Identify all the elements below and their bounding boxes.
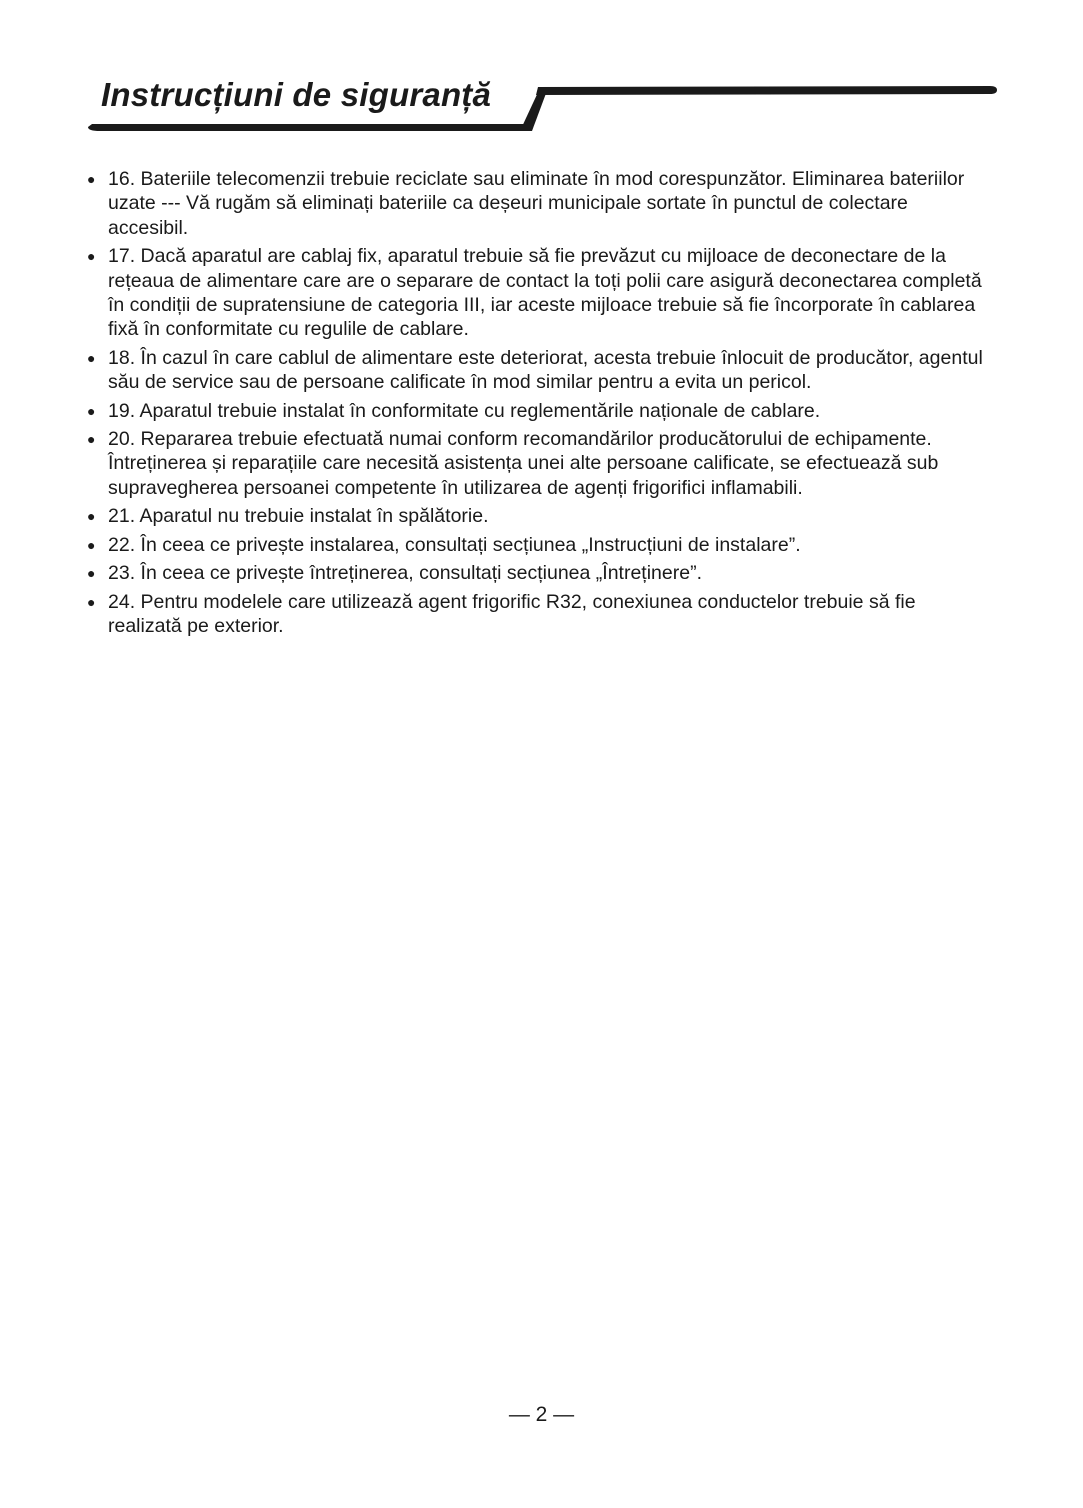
list-item-text: 21. Aparatul nu trebuie instalat în spălătorie. bbox=[108, 505, 489, 528]
list-item-text: 24. Pentru modelele care utilizează agent frigorific R32, conexiunea conductelor trebuie să fie realizată pe exterior. bbox=[108, 590, 916, 637]
bullet-icon: ● bbox=[87, 349, 96, 366]
safety-instructions-list bbox=[86, 167, 986, 642]
list-item-text: 19. Aparatul trebuie instalat în conformitate cu reglementările naționale de cablare. bbox=[108, 399, 821, 422]
list-item-text: 20. Repararea trebuie efectuată numai conform recomandărilor producătorului de echipamente. Întreținerea și reparațiile care necesită asistența unei alte persoane calificate, se efectuează sub supravegherea persoanei competente în utilizarea de agenți frigorifici inflamabili. bbox=[108, 428, 939, 499]
bullet-icon: ● bbox=[87, 248, 96, 265]
list-item bbox=[86, 561, 986, 585]
list-item bbox=[86, 346, 986, 395]
bullet-icon: ● bbox=[87, 402, 96, 419]
list-item-text: 22. În ceea ce privește instalarea, consultați secțiunea „Instrucțiuni de instalare”. bbox=[108, 533, 801, 556]
list-item-text: 16. Bateriile telecomenzii trebuie reciclate sau eliminate în mod corespunzător. Eliminarea bateriilor uzate --- Vă rugăm să eliminați bateriile ca deșeuri municipale sortate în punctul de colectare accesibil. bbox=[108, 168, 965, 239]
list-item bbox=[86, 167, 986, 240]
list-item bbox=[86, 533, 986, 557]
list-item bbox=[86, 399, 986, 423]
page-number: — 2 — bbox=[508, 1403, 575, 1426]
list-item-text: 18. În cazul în care cablul de alimentare este deteriorat, acesta trebuie înlocuit de producător, agentul său de service sau de persoane calificate în mod similar pentru a evita un pericol. bbox=[108, 346, 983, 394]
list-item bbox=[86, 427, 986, 500]
list-item bbox=[86, 590, 986, 639]
bullet-icon: ● bbox=[87, 171, 96, 187]
list-item-text: 17. Dacă aparatul are cablaj fix, aparatul trebuie să fie prevăzut cu mijloace de deconectare de la rețeaua de alimentare care are o separare de contact la toți polii care asigură deconectarea completă în condiții de supratensiune de categoria III, iar aceste mijloace trebuie să fie încorporate în cablarea fixă în conformitate cu regulile de cablare. bbox=[108, 245, 982, 341]
bullet-icon: ● bbox=[87, 565, 96, 582]
bullet-icon: ● bbox=[87, 508, 96, 525]
list-item bbox=[86, 504, 986, 528]
page-title: Instrucțiuni de siguranță bbox=[101, 76, 492, 113]
section-header bbox=[0, 0, 1083, 140]
bullet-icon: ● bbox=[87, 431, 96, 448]
header-underline-decoration bbox=[0, 0, 1083, 140]
bullet-icon: ● bbox=[87, 536, 96, 553]
list-item-text: 23. În ceea ce privește întreținerea, consultați secțiunea „Întreținere”. bbox=[108, 562, 702, 585]
list-item bbox=[86, 244, 986, 342]
bullet-icon: ● bbox=[87, 593, 96, 610]
